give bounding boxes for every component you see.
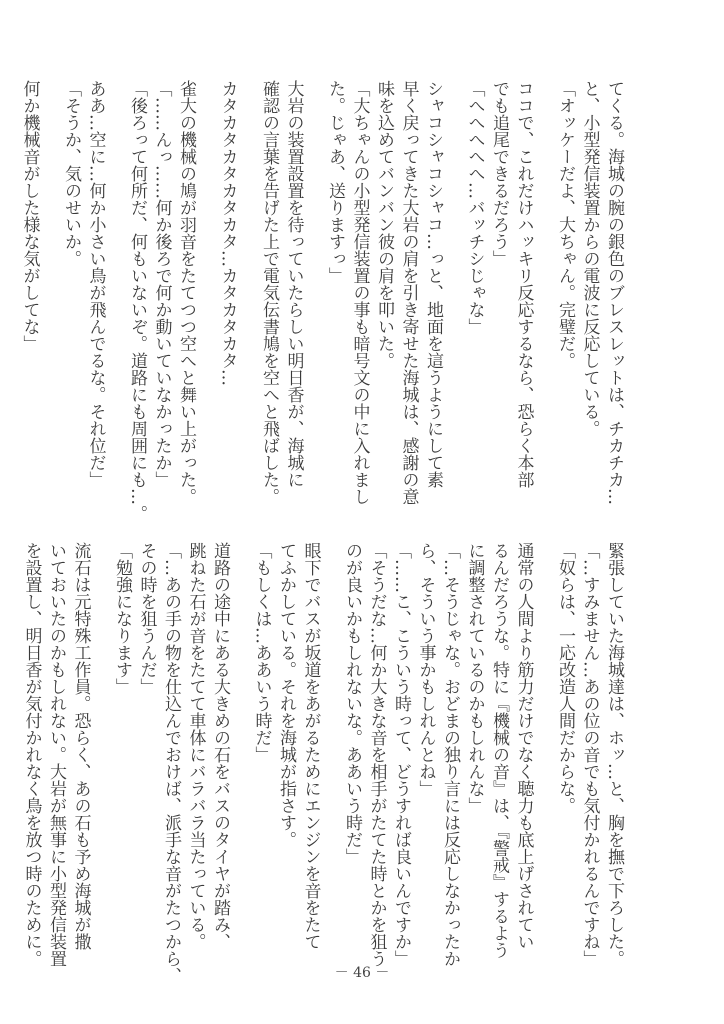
- text-line: 流石は元特殊工作員。恐らく、あの石も予め海城が撒: [70, 542, 91, 950]
- text-line: と、小型発信装置からの電波に反応している。: [579, 80, 600, 437]
- text-line: てくる。海城の腕の銀色のブレスレットは、チカチカ…: [604, 80, 624, 505]
- text-line: 「奴らは、一応改造人間だからな。: [555, 542, 575, 814]
- text-line: 「大ちゃんの小型発信装置の事も暗号文の中に入れまし: [349, 80, 370, 505]
- text-line: に調整されているのかもしれんな」: [464, 542, 485, 814]
- text-line: 「オッケーだよ、大ちゃん。完璧だ。: [555, 80, 575, 369]
- text-line: ら、そういう事かもしれんとね」: [415, 542, 436, 797]
- text-line: 眼下でバスが坂道をあがるためにエンジンを音をたて: [300, 542, 321, 950]
- text-line: 通常の人間より筋力だけでなく聴力も底上げされてい: [513, 542, 534, 950]
- page-number: － 46 －: [334, 965, 390, 981]
- text-line: その時を狙うんだ」: [136, 542, 157, 695]
- text-line: るんだろうな。特に『機械の音』は、『警戒』するよう: [489, 542, 509, 959]
- text-line: た。じゃあ、送りますっ」: [325, 80, 345, 284]
- text-line: 緊張していた海城達は、ホッ…と、胸を撫で下ろした。: [604, 542, 624, 967]
- text-line: いておいたのかもしれない。大岩が無事に小型発信装置: [46, 542, 66, 967]
- text-line: カタカタカタカタカタ…カタカタカタ…: [217, 80, 238, 386]
- text-line: 「もしくは…ああいう時だ」: [251, 542, 272, 763]
- text-line: 「そうか、気のせいか。: [61, 80, 81, 267]
- text-line: 「そうだな…何か大きな音を相手がたてた時とかを狙う: [366, 542, 387, 967]
- text-line: 「……こ、こういう時って、どうすれば良いんですか」: [391, 542, 411, 967]
- text-line: 大岩の装置設置を待っていたらしい明日香が、海城に: [283, 80, 304, 488]
- text-block-upper: [19, 80, 626, 522]
- text-line: のが良いかもしれないな。ああいう時だ」: [342, 542, 362, 865]
- text-line: [0, 80, 17, 500]
- text-line: 「……んっ……何か後ろで何か動いていなかったか」: [151, 80, 172, 488]
- text-line: 雀大の機械の鳩が羽音をたてつつ空へと舞い上がった。: [176, 80, 196, 505]
- text-line: 早く戻ってきた大岩の肩を引き寄せた海城は、感謝の意: [398, 80, 419, 505]
- text-line: 跳ねた石が音をたてて車体にバラバラ当たっている。: [185, 542, 206, 950]
- text-line: 何か機械音がした様な気がしてな」: [19, 80, 40, 352]
- text-line: ああ…空に…何か小さい鳥が飛んでるな。それ位だ」: [85, 80, 106, 488]
- text-line: 「…そうじゃな。おどまの独り言には反応しなかったか: [440, 542, 460, 967]
- text-line: てふかしている。それを海城が指さす。: [276, 542, 296, 848]
- text-line: でも追尾できるだろう」: [489, 80, 509, 267]
- text-line: 確認の言葉を告げた上で電気伝書鳩を空へと飛ばした。: [259, 80, 279, 505]
- text-line: ココで、これだけハッキリ反応するなら、恐らく本部: [513, 80, 534, 488]
- text-line: 道路の途中にある大きめの石をバスのタイヤが踏み、: [210, 542, 230, 950]
- text-line: 「…すみません…あの位の音でも気付かれるんですね」: [579, 542, 600, 967]
- text-line: シャコシャコシャコ…っと、地面を這うようにして素: [423, 80, 443, 488]
- text-line: 「後ろって何所だ、何もいないぞ。道路にも周囲にも…。: [127, 80, 147, 522]
- text-line: 味を込めてバンバン彼の肩を叩いた。: [374, 80, 394, 369]
- text-line: 「へへへへへ…バッチシじゃな」: [464, 80, 485, 335]
- text-line: を設置し、明日香が気付かれなく鳥を放つ時のために。: [21, 542, 42, 967]
- text-line: 「…あの手の物を仕込んでおけば、派手な音がたつから、: [161, 542, 181, 984]
- text-line: 「勉強になります」: [112, 542, 132, 695]
